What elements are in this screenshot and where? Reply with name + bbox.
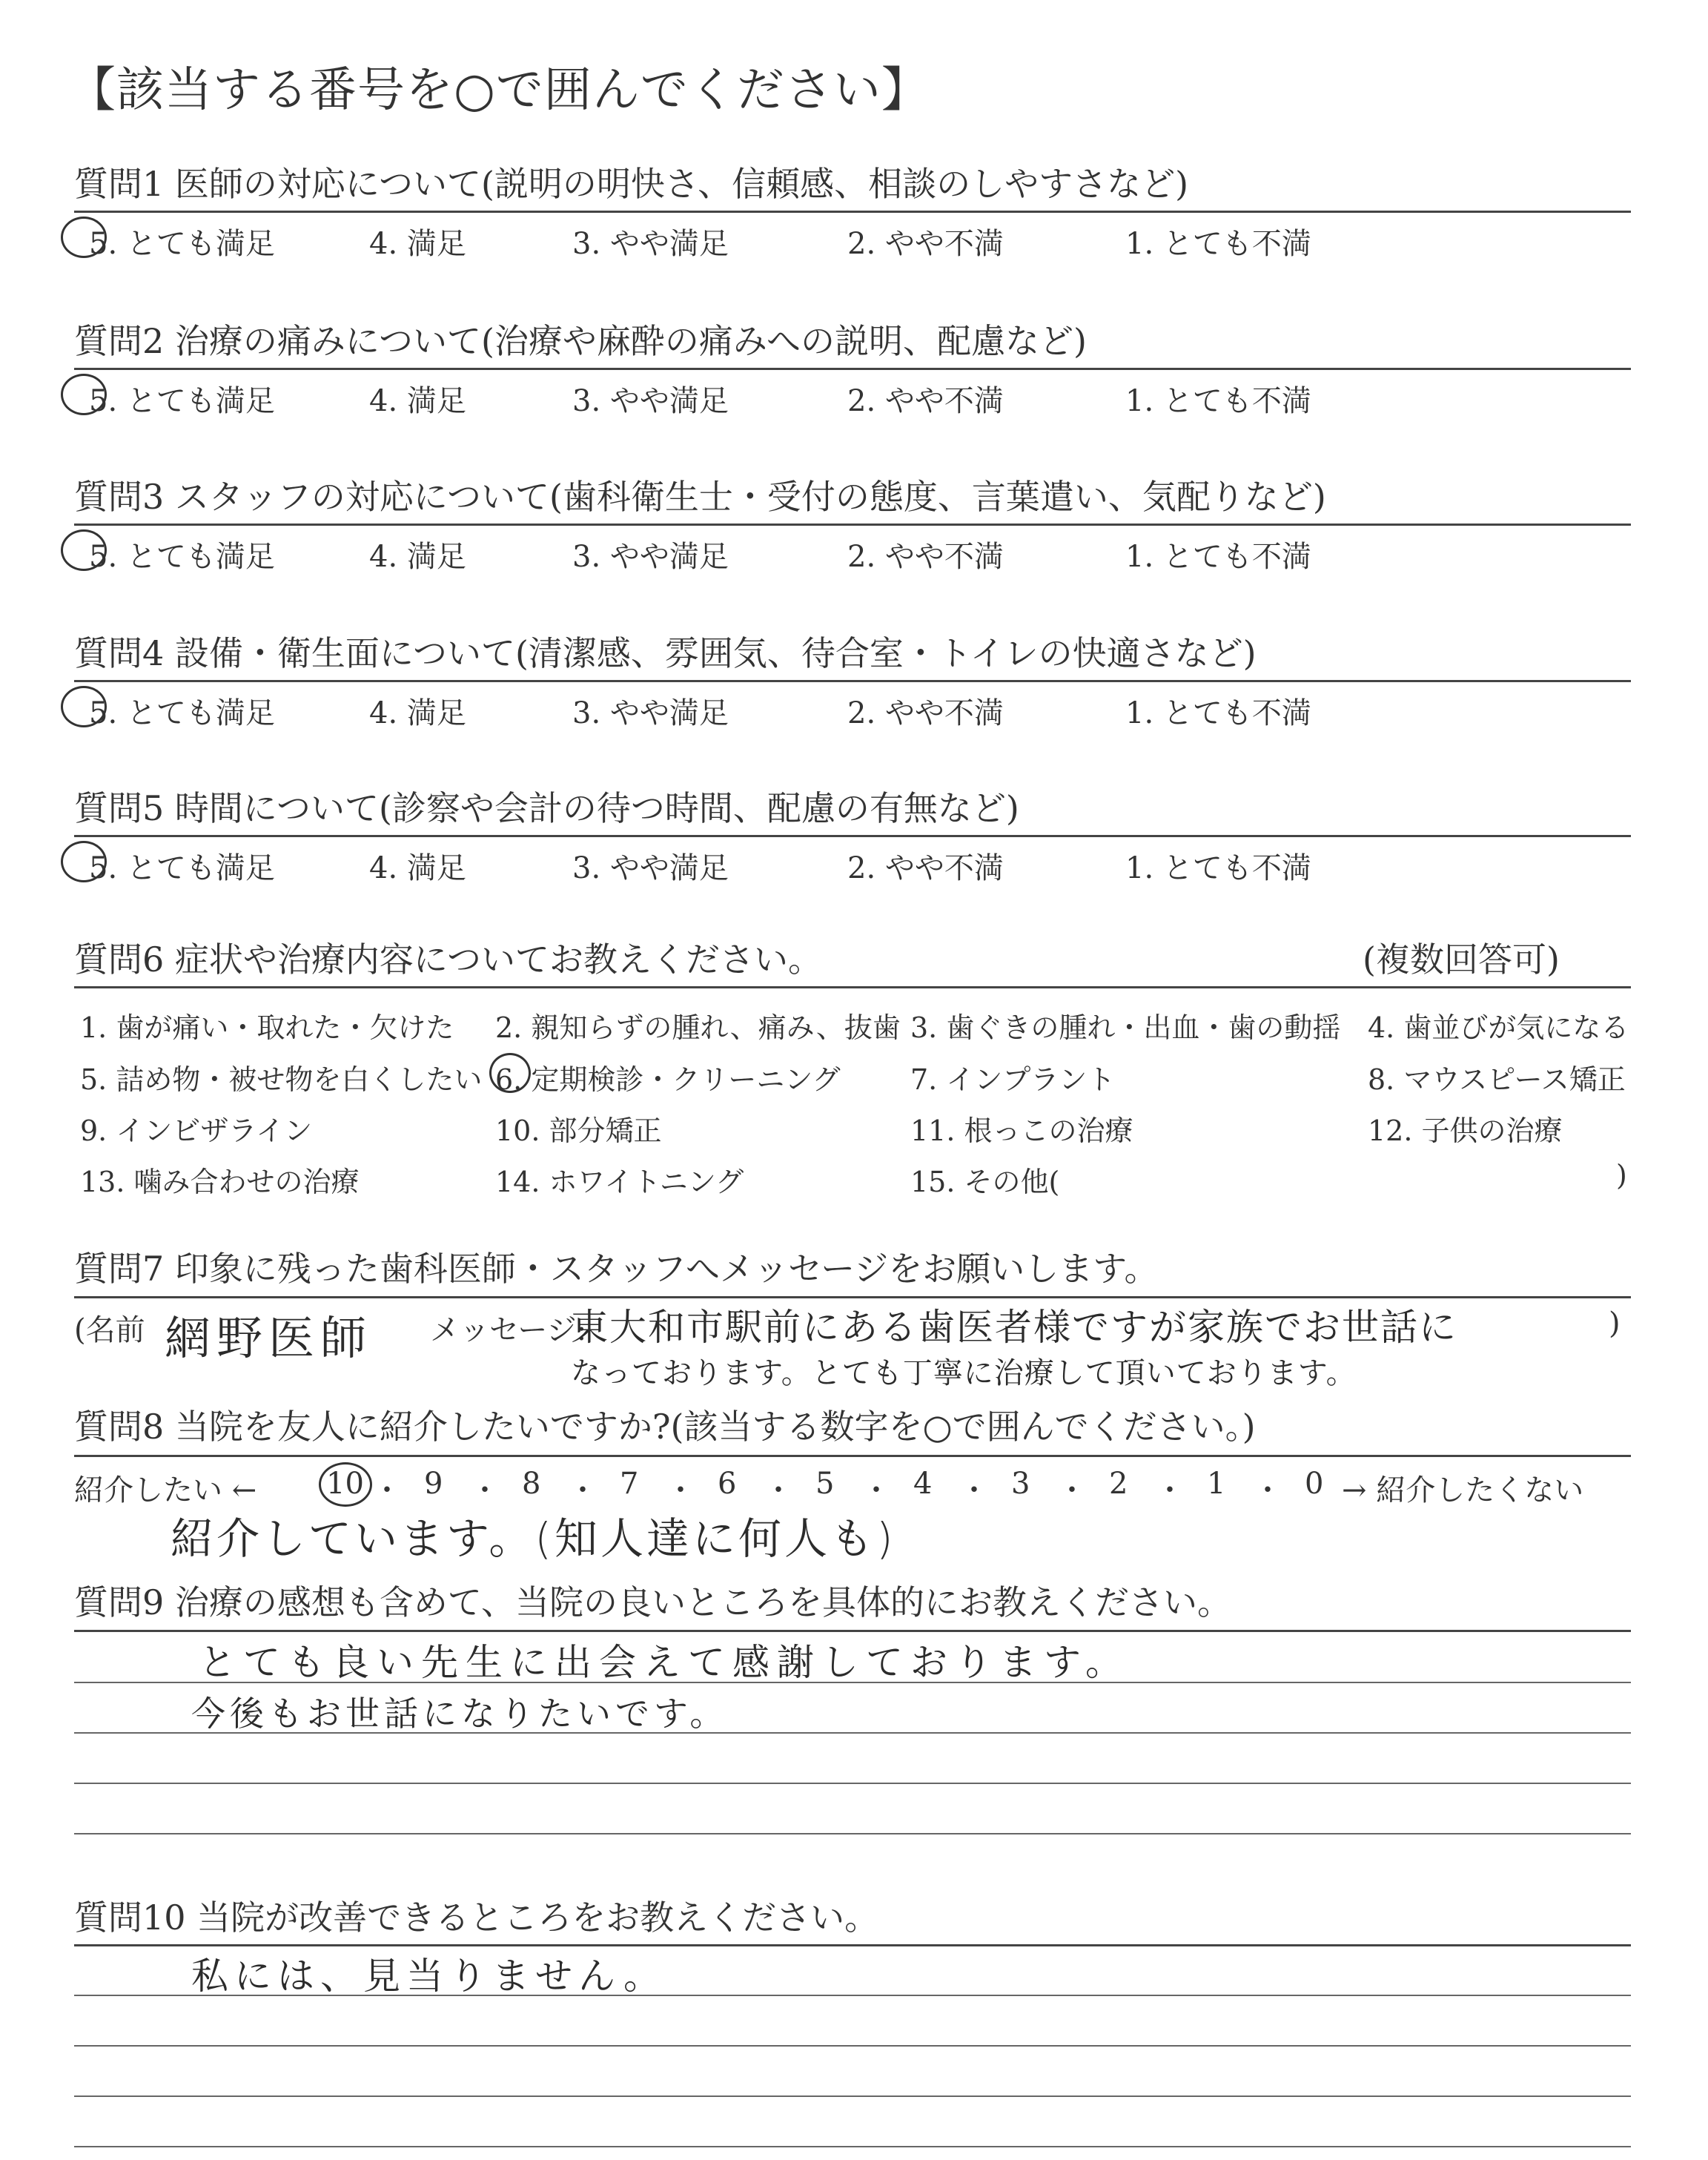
q8-scale-separator: ・ — [861, 1473, 891, 1507]
q7-name-handwriting: 網野医師 — [165, 1311, 373, 1365]
q6-item-6: 6. 定期検診・クリーニング — [495, 1063, 841, 1096]
q8-scale-7: 7 — [620, 1467, 639, 1501]
q7-label: 質問7 印象に残った歯科医師・スタッフへメッセージをお願いします。 — [74, 1249, 1159, 1289]
q10-line-2 — [74, 2045, 1631, 2047]
q3-option-3: 3. やや満足 — [572, 540, 729, 574]
q6-item-16: ) — [1616, 1159, 1627, 1192]
q7-close-paren: ) — [1609, 1307, 1621, 1341]
q6-item-13: 13. 噛み合わせの治療 — [80, 1166, 360, 1198]
q9-rule — [74, 1630, 1631, 1632]
q3-option-4: 4. 満足 — [369, 540, 466, 574]
q5-option-5: 5. とても満足 — [89, 851, 275, 885]
q5-option-1: 1. とても不満 — [1125, 851, 1311, 885]
q2-rule — [74, 368, 1631, 370]
q4-option-1: 1. とても不満 — [1125, 696, 1311, 730]
q9-line-4 — [74, 1833, 1631, 1834]
q6-item-10: 10. 部分矯正 — [495, 1114, 662, 1147]
q6-note: (複数回答可) — [1363, 939, 1560, 980]
q6-item-2: 2. 親知らずの腫れ、痛み、抜歯 — [495, 1011, 901, 1044]
q6-item-11: 11. 根っこの治療 — [910, 1114, 1133, 1147]
q2-option-5: 5. とても満足 — [89, 384, 275, 418]
q8-scale-3: 3 — [1011, 1467, 1030, 1501]
q8-scale-4: 4 — [913, 1467, 933, 1501]
q8-scale-separator: ・ — [1253, 1473, 1282, 1507]
q10-line-4 — [74, 2146, 1631, 2147]
q2-option-3: 3. やや満足 — [572, 384, 729, 418]
q8-scale-1: 1 — [1207, 1467, 1226, 1501]
q1-rule — [74, 211, 1631, 213]
page-title: 【該当する番号を○で囲んでください】 — [68, 63, 930, 118]
q10-label: 質問10 当院が改善できるところをお教えください。 — [74, 1898, 879, 1938]
q8-left-label: 紹介したい ← — [74, 1473, 257, 1507]
q9-label: 質問9 治療の感想も含めて、当院の良いところを具体的にお教えください。 — [74, 1582, 1231, 1622]
q8-scale-8: 8 — [522, 1467, 541, 1501]
q2-option-1: 1. とても不満 — [1125, 384, 1311, 418]
q9-handwriting-1: とても良い先生に出会えて感謝しております。 — [199, 1641, 1130, 1684]
q3-rule — [74, 524, 1631, 526]
q6-item-4: 4. 歯並びが気になる — [1368, 1011, 1629, 1044]
q1-option-2: 2. やや不満 — [847, 227, 1004, 261]
q7-name-label: (名前 — [74, 1313, 145, 1347]
q7-message-label: メッセージ: — [430, 1313, 587, 1347]
q6-item-14: 14. ホワイトニング — [495, 1166, 744, 1198]
q4-option-3: 3. やや満足 — [572, 696, 729, 730]
q6-item-15: 15. その他( — [910, 1166, 1060, 1198]
q5-selected-circle — [61, 841, 107, 882]
q4-option-4: 4. 満足 — [369, 696, 466, 730]
q1-option-4: 4. 満足 — [369, 227, 466, 261]
q5-option-3: 3. やや満足 — [572, 851, 729, 885]
q1-option-5: 5. とても満足 — [89, 227, 275, 261]
q1-label: 質問1 医師の対応について(説明の明快さ、信頼感、相談のしやすさなど) — [74, 164, 1189, 204]
q6-item-7: 7. インプラント — [910, 1063, 1116, 1096]
q4-selected-circle — [61, 686, 107, 727]
q3-selected-circle — [61, 529, 107, 571]
q8-scale-5: 5 — [815, 1467, 835, 1501]
q8-scale-6: 6 — [718, 1467, 737, 1501]
q4-option-2: 2. やや不満 — [847, 696, 1004, 730]
q5-label: 質問5 時間について(診察や会計の待つ時間、配慮の有無など) — [74, 788, 1019, 828]
q7-message-handwriting-2: なっております。とても丁寧に治療して頂いております。 — [571, 1356, 1357, 1390]
q8-handwriting: 紹介しています。(知人達に何人も) — [171, 1513, 896, 1564]
q8-scale-separator: ・ — [959, 1473, 989, 1507]
q2-option-4: 4. 満足 — [369, 384, 466, 418]
q8-scale-2: 2 — [1109, 1467, 1128, 1501]
q8-scale-10: 10 — [326, 1467, 364, 1501]
q8-scale-0: 0 — [1305, 1467, 1324, 1501]
q1-option-3: 3. やや満足 — [572, 227, 729, 261]
q10-handwriting-1: 私には、見当りません。 — [191, 1955, 666, 1998]
q8-right-label: → 紹介したくない — [1342, 1473, 1584, 1507]
q3-option-1: 1. とても不満 — [1125, 540, 1311, 574]
q10-line-3 — [74, 2095, 1631, 2097]
q2-selected-circle — [61, 374, 107, 415]
q3-option-5: 5. とても満足 — [89, 540, 275, 574]
q8-selected-circle — [319, 1462, 372, 1507]
q6-rule — [74, 986, 1631, 988]
q5-rule — [74, 835, 1631, 837]
q4-rule — [74, 680, 1631, 682]
q1-selected-circle — [61, 217, 107, 258]
q8-scale-separator: ・ — [470, 1473, 500, 1507]
q9-line-3 — [74, 1783, 1631, 1784]
q4-label: 質問4 設備・衛生面について(清潔感、雰囲気、待合室・トイレの快適さなど) — [74, 633, 1257, 673]
q8-rule — [74, 1455, 1631, 1457]
q6-item-12: 12. 子供の治療 — [1368, 1114, 1563, 1147]
q3-label: 質問3 スタッフの対応について(歯科衛生士・受付の態度、言葉遣い、気配りなど) — [74, 477, 1326, 517]
q2-option-2: 2. やや不満 — [847, 384, 1004, 418]
q8-label: 質問8 当院を友人に紹介したいですか?(該当する数字を○で囲んでください。) — [74, 1407, 1256, 1447]
q8-scale-9: 9 — [424, 1467, 443, 1501]
q2-label: 質問2 治療の痛みについて(治療や麻酔の痛みへの説明、配慮など) — [74, 321, 1087, 361]
q5-option-4: 4. 満足 — [369, 851, 466, 885]
q8-scale-separator: ・ — [1057, 1473, 1087, 1507]
q6-item-3: 3. 歯ぐきの腫れ・出血・歯の動揺 — [910, 1011, 1341, 1044]
q6-label: 質問6 症状や治療内容についてお教えください。 — [74, 939, 822, 980]
q7-message-handwriting-1: 東大和市駅前にある歯医者様ですが家族でお世話に — [571, 1306, 1457, 1349]
q8-scale-separator: ・ — [764, 1473, 793, 1507]
q6-item-1: 1. 歯が痛い・取れた・欠けた — [80, 1011, 454, 1044]
q8-scale-separator: ・ — [372, 1473, 402, 1507]
q9-handwriting-2: 今後もお世話になりたいです。 — [191, 1694, 729, 1734]
q5-option-2: 2. やや不満 — [847, 851, 1004, 885]
q6-selected-circle — [489, 1053, 531, 1093]
q8-scale-separator: ・ — [1155, 1473, 1185, 1507]
q6-item-9: 9. インビザライン — [80, 1114, 313, 1147]
q6-item-8: 8. マウスピース矯正 — [1368, 1063, 1626, 1096]
q3-option-2: 2. やや不満 — [847, 540, 1004, 574]
q6-item-5: 5. 詰め物・被せ物を白くしたい — [80, 1063, 483, 1096]
q8-scale-separator: ・ — [568, 1473, 598, 1507]
q4-option-5: 5. とても満足 — [89, 696, 275, 730]
q8-scale-separator: ・ — [666, 1473, 695, 1507]
q1-option-1: 1. とても不満 — [1125, 227, 1311, 261]
